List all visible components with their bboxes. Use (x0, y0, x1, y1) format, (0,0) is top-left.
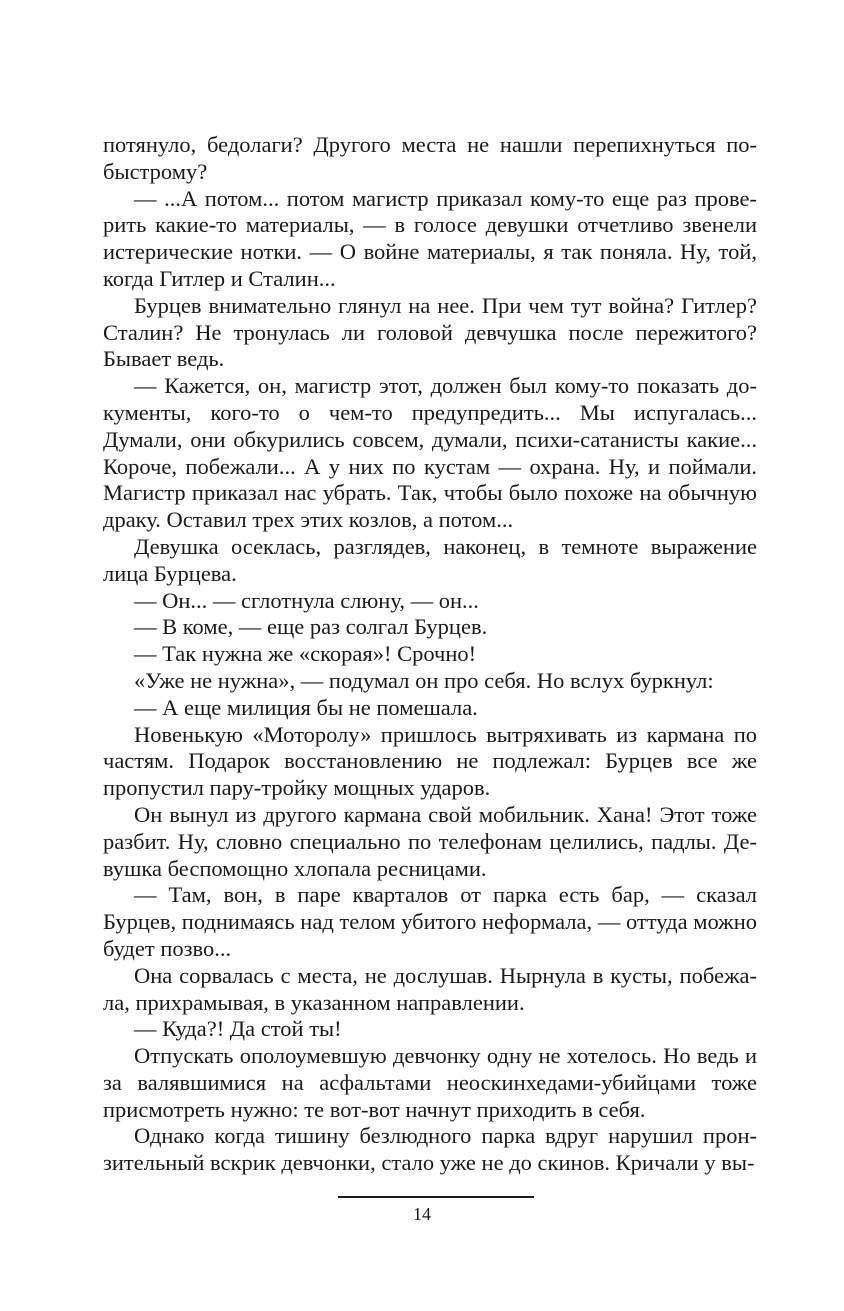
paragraph: Бурцев внимательно глянул на нее. При чем тут война? Гитлер? Сталин? Не тронулась ли головой девчушка после пережитого? Бывает ведь. (103, 292, 757, 372)
paragraph: — Кажется, он, магистр этот, должен был кому-то показать документы, кого-то о чем-то предупредить... Мы испугалась... Думали, они обкурились совсем, думали, психи-сатанисты какие... Короче, побежали... А у них по кустам — охрана. Ну, и поймали. Магистр приказал нас убрать. Так, чтобы было похоже на обычную драку. Оставил трех этих козлов, а потом... (103, 373, 757, 533)
paragraph: — В коме, — еще раз солгал Бурцев. (134, 614, 488, 640)
paragraph: — Там, вон, в паре кварталов от парка есть бар, — сказал Бурцев, поднимаясь над телом убитого неформала, — оттуда можно будет позво... (103, 882, 757, 961)
paragraph: — Куда?! Да стой ты! (134, 1016, 342, 1042)
page-body (103, 132, 757, 1177)
paragraph: Отпускать ополоумевшую девчонку одну не хотелось. Но ведь и за валявшимися на асфальтами неоскинхедами-убийцами тоже присмотреть нужно: те вот-вот начнут приходить в себя. (103, 1043, 757, 1122)
footer-divider (338, 1196, 534, 1198)
paragraph: — Так нужна же «скорая»! Срочно! (134, 641, 477, 667)
paragraph: Она сорвалась с места, не дослушав. Нырнула в кусты, побежала, прихрамывая, в указанном направлении. (103, 962, 757, 1015)
paragraph: Новенькую «Моторолу» пришлось вытряхивать из кармана по частям. Подарок восстановлению не подлежал: Бурцев все же пропустил пару-тройку мощных ударов. (103, 721, 757, 801)
paragraph: потянуло, бедолаги? Другого места не нашли перепихнуться побыстрому? (103, 132, 757, 184)
paragraph: — А еще милиция бы не помешала. (134, 694, 478, 720)
paragraph: — Он... — сглотнула слюну, — он... (134, 587, 479, 613)
paragraph: Он вынул из другого кармана свой мобильник. Хана! Этот тоже разбит. Ну, словно специально по телефонам целились, падлы. Девушка беспомощно хлопала ресницами. (103, 801, 757, 881)
paragraph: Девушка осеклась, разглядев, наконец, в темноте выражение лица Бурцева. (103, 533, 757, 586)
paragraph: «Уже не нужна», — подумал он про себя. Но вслух буркнул: (134, 667, 714, 693)
paragraph: — ...А потом... потом магистр приказал кому-то еще раз проверить какие-то материалы, — в голосе девушки отчетливо звенели истерические нотки. — О войне материалы, я так поняла. Ну, той, когда Гитлер и Сталин... (103, 185, 757, 291)
page-number: 14 (413, 1204, 431, 1224)
paragraph: Однако когда тишину безлюдного парка вдруг нарушил пронзительный вскрик девчонки, стало уже не до скинов. Кричали у вы- (103, 1123, 757, 1176)
